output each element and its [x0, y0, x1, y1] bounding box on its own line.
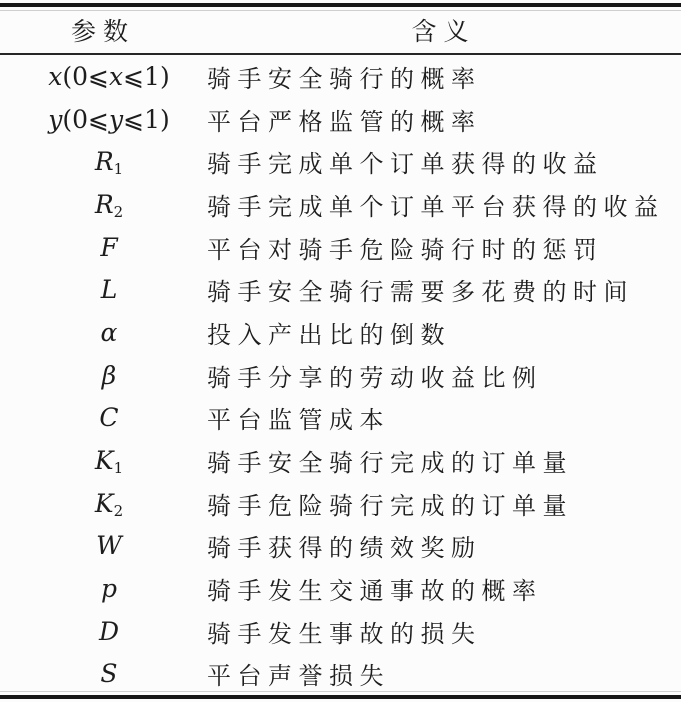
param-symbol: ⩽1) — [123, 61, 170, 91]
table-row — [0, 268, 681, 311]
param-symbol: x — [109, 61, 124, 91]
param-cell — [0, 574, 206, 603]
table-row — [0, 439, 681, 482]
param-cell — [0, 233, 206, 262]
param-symbol: (0⩽ — [62, 104, 109, 134]
param-symbol: R — [94, 147, 114, 177]
table-row — [0, 311, 681, 354]
param-symbol: ⩽1) — [123, 104, 170, 134]
param-symbol: K — [94, 445, 114, 475]
meaning-cell: 骑手安全骑行需要多花费的时间 — [207, 278, 634, 307]
meaning-cell: 平台严格监管的概率 — [207, 107, 482, 136]
param-cell — [0, 659, 206, 688]
param-cell — [0, 190, 206, 219]
param-symbol: K — [94, 488, 114, 518]
meaning-cell: 骑手分享的劳动收益比例 — [207, 363, 543, 392]
meaning-cell: 骑手获得的绩效奖励 — [207, 534, 482, 563]
table-row — [0, 610, 681, 653]
table-row — [0, 396, 681, 439]
table-row — [0, 98, 681, 141]
param-cell — [0, 617, 206, 646]
param-cell — [0, 62, 206, 91]
meaning-cell: 骑手安全骑行的概率 — [207, 64, 482, 93]
table-row — [0, 567, 681, 610]
param-cell — [0, 361, 206, 390]
meaning-cell: 骑手完成单个订单平台获得的收益 — [207, 192, 665, 221]
param-symbol: W — [96, 531, 122, 561]
param-cell — [0, 403, 206, 432]
header-cell-param: 参数 — [70, 17, 135, 46]
param-symbol: p — [100, 573, 117, 603]
param-symbol: L — [100, 275, 118, 305]
meaning-cell: 平台对骑手危险骑行时的惩罚 — [207, 235, 604, 264]
table-row — [0, 183, 681, 226]
table-row — [0, 354, 681, 397]
param-subscript: 2 — [113, 202, 124, 221]
parameter-table — [0, 3, 681, 699]
meaning-cell: 平台监管成本 — [207, 406, 390, 435]
table-row — [0, 226, 681, 269]
param-subscript: 1 — [113, 458, 124, 477]
meaning-cell: 骑手发生事故的损失 — [207, 619, 482, 648]
table-header-row — [0, 7, 681, 55]
param-cell — [0, 318, 206, 347]
param-cell — [0, 489, 206, 518]
param-symbol: α — [100, 317, 118, 347]
meaning-cell: 骑手安全骑行完成的订单量 — [207, 448, 573, 477]
param-cell — [0, 105, 206, 134]
table-row — [0, 482, 681, 525]
param-symbol: C — [99, 403, 119, 433]
param-symbol: F — [100, 232, 118, 262]
param-cell — [0, 147, 206, 179]
table-row — [0, 140, 681, 183]
meaning-cell: 平台声誉损失 — [207, 662, 390, 691]
header-cell-meaning: 含义 — [411, 17, 476, 46]
param-symbol: x — [48, 61, 63, 91]
param-cell — [0, 275, 206, 304]
param-symbol: R — [94, 189, 114, 219]
meaning-cell: 投入产出比的倒数 — [207, 320, 451, 349]
meaning-cell: 骑手发生交通事故的概率 — [207, 576, 543, 605]
param-symbol: β — [101, 360, 117, 390]
param-symbol: y — [109, 104, 124, 134]
param-symbol: D — [98, 616, 120, 646]
param-symbol: y — [48, 104, 63, 134]
table-row — [0, 652, 681, 695]
meaning-cell: 骑手危险骑行完成的订单量 — [207, 491, 573, 520]
param-symbol: (0⩽ — [62, 61, 109, 91]
table-row — [0, 55, 681, 98]
meaning-cell: 骑手完成单个订单获得的收益 — [207, 150, 604, 179]
param-symbol: S — [100, 659, 118, 689]
param-cell — [0, 531, 206, 560]
param-subscript: 1 — [113, 160, 124, 179]
table-body — [0, 55, 681, 695]
table-row — [0, 524, 681, 567]
param-subscript: 2 — [113, 501, 124, 520]
param-cell — [0, 446, 206, 475]
